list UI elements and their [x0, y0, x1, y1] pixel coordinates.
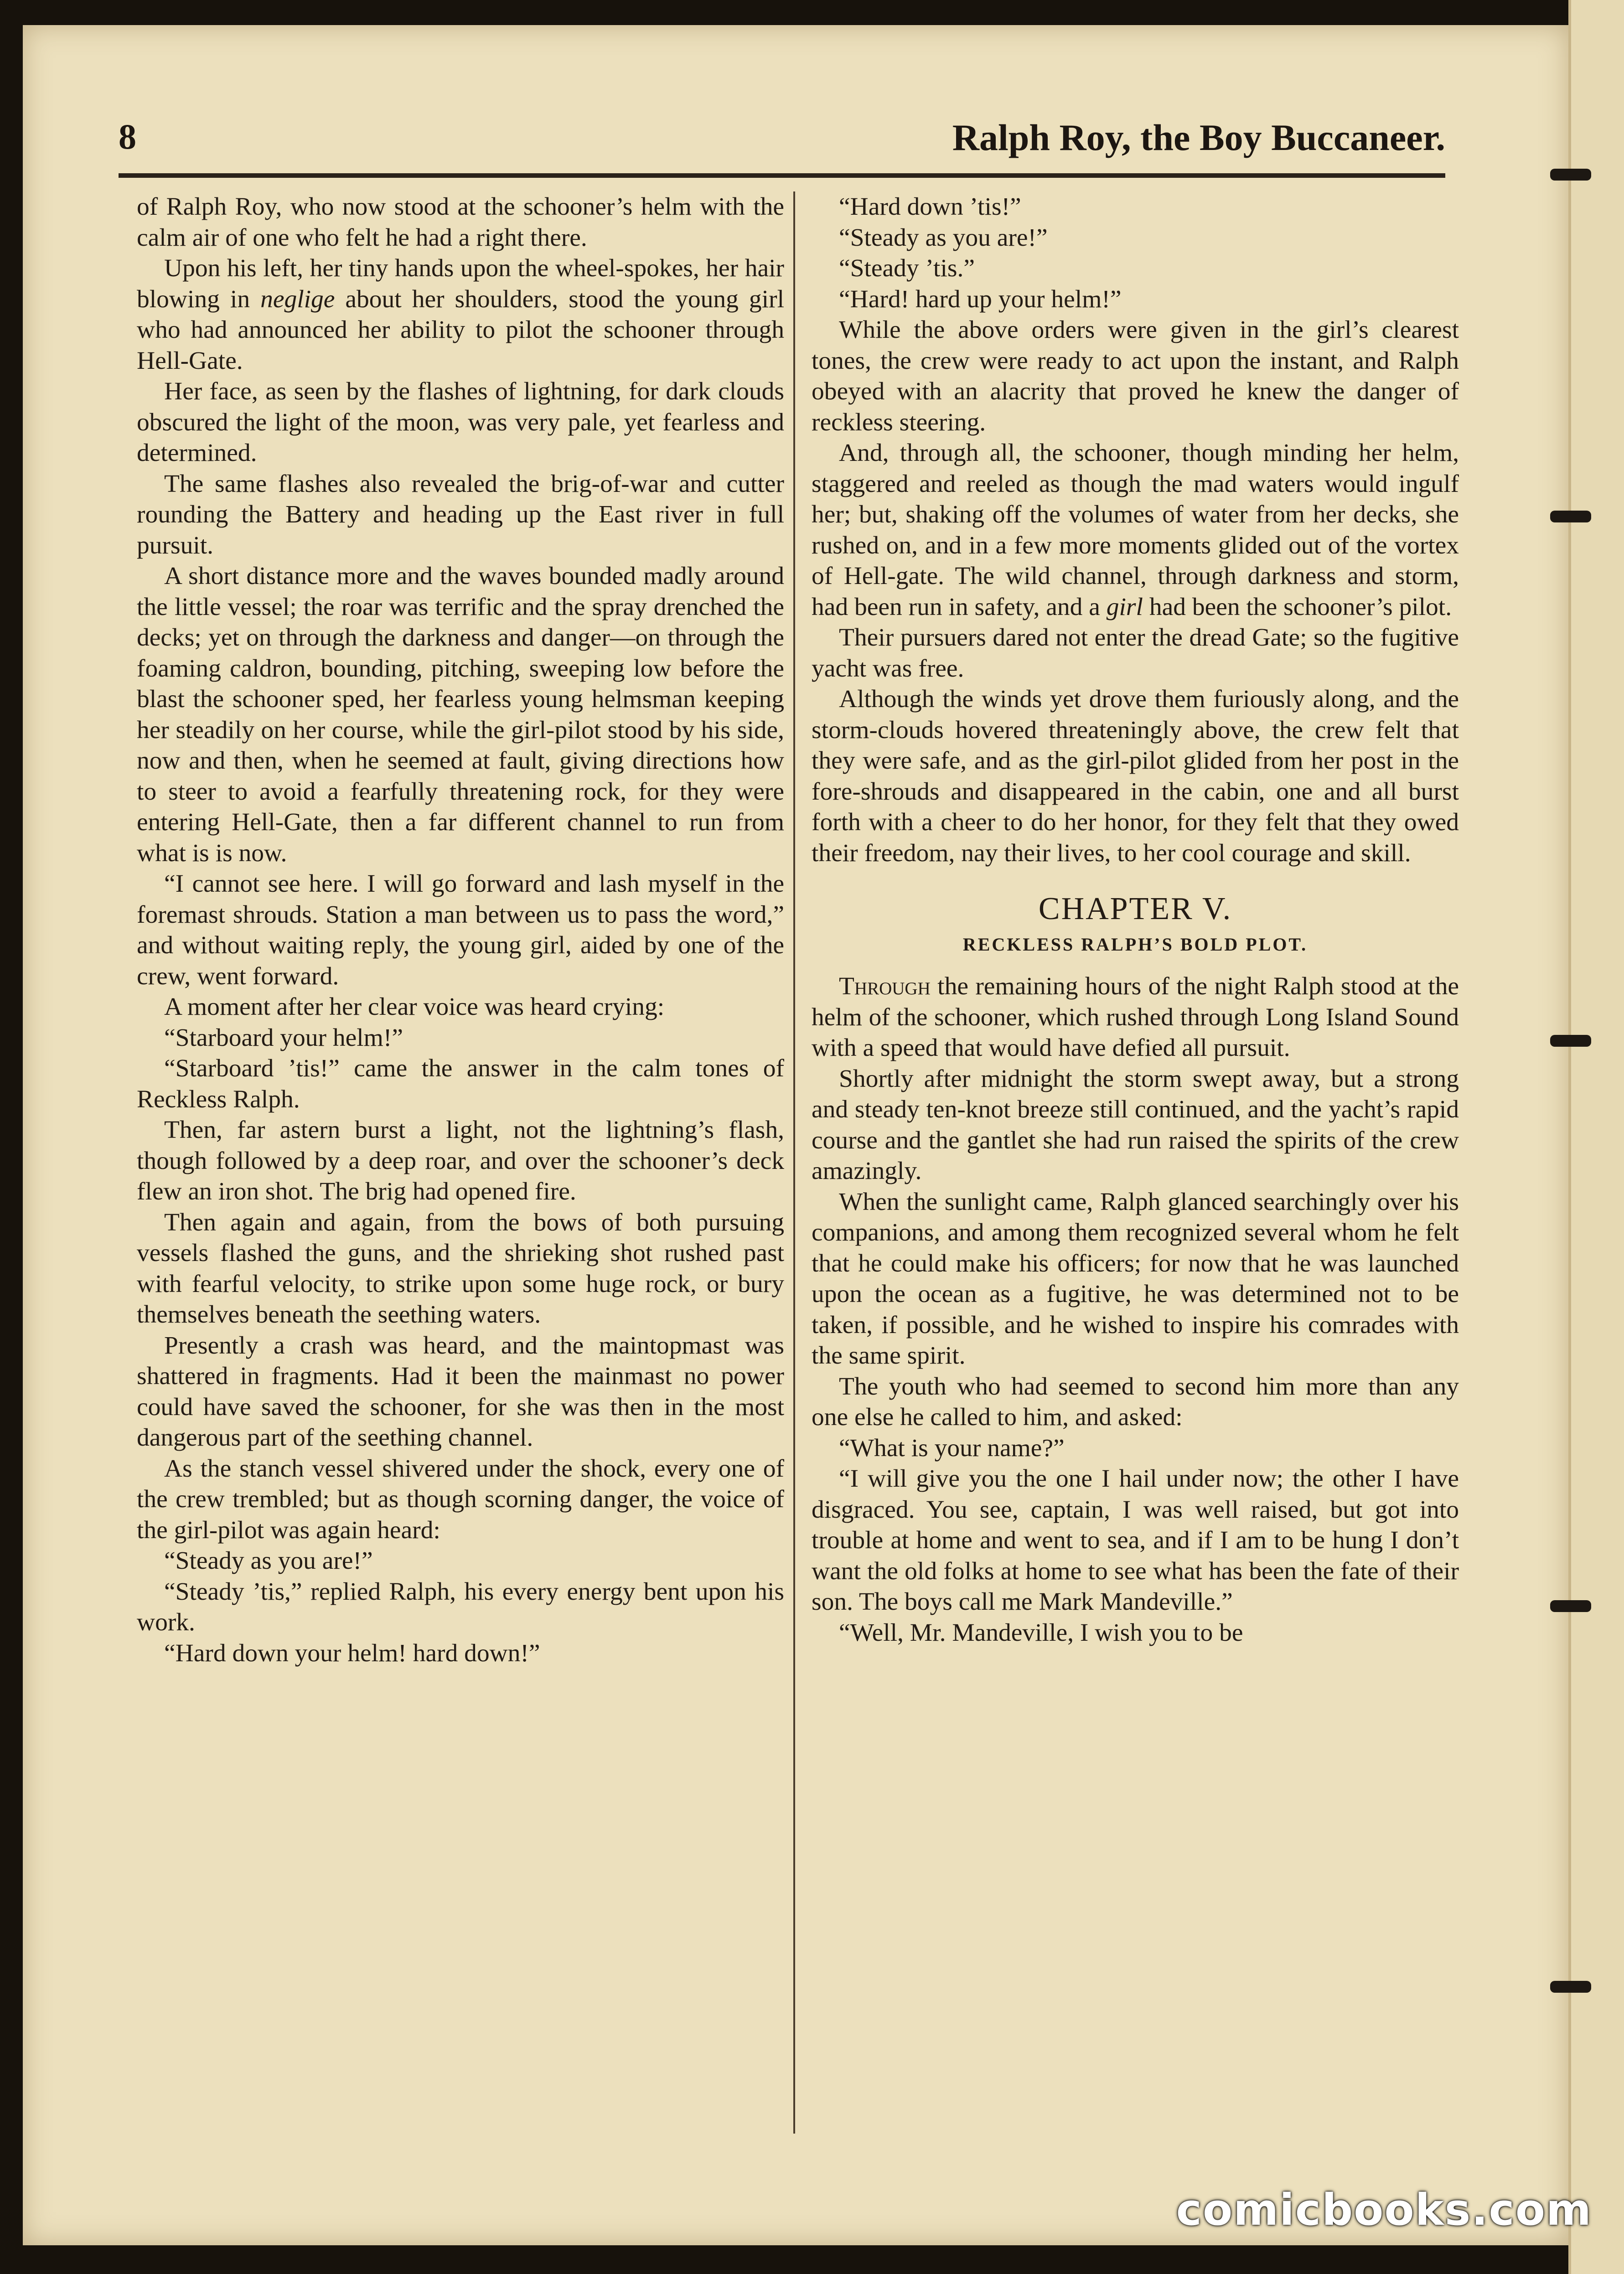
paragraph: “Hard down ’tis!” [839, 193, 1021, 221]
paragraph: “I will give you the one I hail under now; the other I have disgraced. You see, captain, I was well raised, but got into trouble at home and went to sea, and if I am to be hung I don’t want the old folks at home to see what has been the fate of their son. The boys call me Mark Mandeville.” [812, 1465, 1459, 1616]
binding-staple [1550, 1035, 1591, 1047]
paragraph: Then, far astern burst a light, not the lightning’s flash, though followed by a deep roar, and over the schooner’s deck flew an iron shot. The brig had opened fire. [137, 1116, 784, 1205]
paragraph: A short distance more and the waves bounded madly around the little vessel; the roar was terrific and the spray drenched the decks; yet on through the darkness and danger—on through the foaming caldron, bounding, pitching, sweeping low before the blast the schooner sped, her fearless young helmsman keeping her steadily on her course, while the girl-pilot stood by his side, now and then, when he seemed at fault, giving directions how to steer to avoid a fearfully threatening rock, for they were entering Hell-Gate, then a far different channel to run from what is is now. [137, 562, 784, 867]
opening-word: Through [839, 972, 931, 1000]
paragraph: While the above orders were given in the girl’s clearest tones, the crew were ready to act upon the instant, and Ralph obeyed with an alacrity that proved he knew the danger of reckless steering. [812, 316, 1459, 436]
page-number: 8 [119, 117, 136, 156]
paragraph: “Starboard ’tis!” came the answer in the calm tones of Reckless Ralph. [137, 1054, 784, 1113]
paragraph: “Steady as you are!” [839, 223, 1048, 252]
paragraph: The youth who had seemed to second him more than any one else he called to him, and asked: [812, 1372, 1459, 1431]
right-column-bottom [812, 1064, 1459, 1649]
paragraph: Shortly after midnight the storm swept away, but a strong and steady ten-knot breeze still continued, and the yacht’s rapid course and the gantlet she had run raised the spirits of the crew amazingly. [812, 1065, 1459, 1185]
paragraph: A moment after her clear voice was heard crying: [164, 993, 665, 1021]
chapter-subtitle: RECKLESS RALPH’S BOLD PLOT. [962, 934, 1308, 955]
binding-staple [1550, 511, 1591, 522]
opening-text: the remaining hours of the night Ralph stood at the helm of the schooner, which rushed through Long Island Sound with a speed that would have defied all pursuit. [812, 972, 1459, 1062]
paragraph: of Ralph Roy, who now stood at the schooner’s helm with the calm air of one who felt he had a right there. [137, 193, 784, 252]
binding-staple [1550, 169, 1591, 181]
paragraph: Their pursuers dared not enter the dread Gate; so the fugitive yacht was free. [812, 624, 1459, 682]
header-rule [119, 173, 1445, 178]
paragraph: “Hard! hard up your helm!” [839, 285, 1122, 313]
binding-staple [1550, 1600, 1591, 1612]
paragraph: Presently a crash was heard, and the maintopmast was shattered in fragments. Had it been the mainmast no power could have saved the schooner, for she was then in the most dangerous part of the seething channel. [137, 1331, 784, 1452]
paragraph: “Hard down your helm! hard down!” [164, 1639, 540, 1667]
paragraph: “What is your name?” [839, 1434, 1065, 1462]
paragraph: “Steady as you are!” [164, 1547, 373, 1575]
page-header [119, 103, 1445, 180]
chapter-opening-paragraph [812, 971, 1459, 1064]
paragraph: “Steady ’tis,” replied Ralph, his every energy bent upon his work. [137, 1577, 784, 1636]
paragraph: Her face, as seen by the flashes of lightning, for dark clouds obscured the light of the moon, was very pale, yet fearless and determined. [137, 377, 784, 467]
column-divider [793, 191, 795, 2134]
paragraph: As the stanch vessel shivered under the shock, every one of the crew trembled; but as though scorning danger, the voice of the girl-pilot was again heard: [137, 1454, 784, 1544]
left-column [137, 191, 784, 2152]
watermark: comicbooks.com [1176, 2185, 1592, 2235]
paragraph: “Steady ’tis.” [839, 254, 975, 282]
right-column [812, 191, 1459, 2152]
paragraph: “Starboard your helm!” [164, 1023, 403, 1052]
right-column-top [812, 191, 1459, 868]
paragraph: Then again and again, from the bows of both pursuing vessels flashed the guns, and the shrieking shot rushed past with fearful velocity, to strike upon some huge rock, or bury themselves beneath the seething waters. [137, 1208, 784, 1328]
chapter-title: CHAPTER V. [1038, 891, 1232, 926]
paragraph: “Well, Mr. Mandeville, I wish you to be [839, 1618, 1243, 1647]
paragraph: Upon his left, her tiny hands upon the wheel-spokes, her hair blowing in neglige about her shoulders, stood the young girl who had announced her ability to pilot the schooner through Hell-Gate. [137, 254, 784, 375]
paragraph: When the sunlight came, Ralph glanced searchingly over his companions, and among them recognized several whom he felt that he could make his officers; for now that he was launched upon the ocean as a fugitive, he was determined not to be taken, if possible, and he wished to inspire his comrades with the same spirit. [812, 1188, 1459, 1370]
binding-staple [1550, 1981, 1591, 1993]
paragraph: “I cannot see here. I will go forward and lash myself in the foremast shrouds. Station a man between us to pass the word,” and without waiting reply, the young girl, aided by one of the crew, went forward. [137, 870, 784, 990]
paragraph: The same flashes also revealed the brig-of-war and cutter rounding the Battery and heading up the East river in full pursuit. [137, 470, 784, 559]
running-title: Ralph Roy, the Boy Buccaneer. [952, 117, 1445, 158]
paragraph: Although the winds yet drove them furiously along, and the storm-clouds hovered threateningly above, the crew felt that they were safe, and as the girl-pilot glided from her post in the fore-shrouds and disappeared in the cabin, one and all burst forth with a cheer to do her honor, for they felt that they owed their freedom, nay their lives, to her cool courage and skill. [812, 685, 1459, 867]
paragraph: And, through all, the schooner, though minding her helm, staggered and reeled as though the mad waters would ingulf her; but, shaking off the volumes of water from her decks, she rushed on, and in a few more moments glided out of the vortex of Hell-gate. The wild channel, through darkness and storm, had been run in safety, and a girl had been the schooner’s pilot. [812, 439, 1459, 621]
book-spine [1568, 0, 1624, 2274]
